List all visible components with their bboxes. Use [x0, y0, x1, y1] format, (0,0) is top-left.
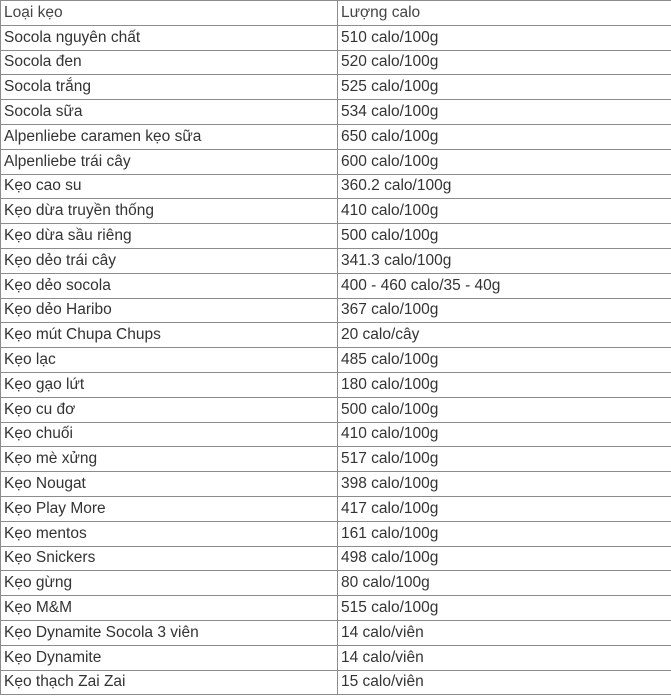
- candy-name-cell: Kẹo lạc: [1, 348, 338, 373]
- calorie-value-cell: 410 calo/100g: [338, 422, 671, 447]
- table-row: [1, 323, 671, 348]
- candy-name-cell: Kẹo mentos: [1, 521, 338, 546]
- table-row: [1, 397, 671, 422]
- calorie-value-cell: 498 calo/100g: [338, 546, 671, 571]
- calorie-value-cell: 20 calo/cây: [338, 323, 671, 348]
- calorie-value-cell: 398 calo/100g: [338, 472, 671, 497]
- table-row: [1, 372, 671, 397]
- candy-name-cell: Kẹo dừa truyền thống: [1, 199, 338, 224]
- header-row: [1, 1, 671, 26]
- calorie-value-cell: 417 calo/100g: [338, 496, 671, 521]
- table-row: [1, 670, 671, 695]
- table-row: [1, 124, 671, 149]
- candy-name-cell: Socola sữa: [1, 100, 338, 125]
- table-row: [1, 422, 671, 447]
- table-row: [1, 25, 671, 50]
- candy-name-cell: Kẹo dẻo trái cây: [1, 248, 338, 273]
- table-header: [1, 1, 671, 26]
- table-row: [1, 496, 671, 521]
- calorie-value-cell: 650 calo/100g: [338, 124, 671, 149]
- calorie-value-cell: 410 calo/100g: [338, 199, 671, 224]
- table-row: [1, 50, 671, 75]
- candy-name-cell: Kẹo Play More: [1, 496, 338, 521]
- table-row: [1, 571, 671, 596]
- calorie-value-cell: 500 calo/100g: [338, 397, 671, 422]
- calorie-value-cell: 400 - 460 calo/35 - 40g: [338, 273, 671, 298]
- calorie-value-cell: 14 calo/viên: [338, 645, 671, 670]
- calorie-value-cell: 525 calo/100g: [338, 75, 671, 100]
- table-row: [1, 645, 671, 670]
- table-row: [1, 472, 671, 497]
- candy-name-cell: Kẹo Nougat: [1, 472, 338, 497]
- candy-name-cell: Kẹo chuối: [1, 422, 338, 447]
- candy-name-cell: Alpenliebe trái cây: [1, 149, 338, 174]
- calorie-value-cell: 534 calo/100g: [338, 100, 671, 125]
- candy-name-cell: Socola trắng: [1, 75, 338, 100]
- table-row: [1, 348, 671, 373]
- calorie-value-cell: 80 calo/100g: [338, 571, 671, 596]
- calorie-value-cell: 180 calo/100g: [338, 372, 671, 397]
- table-row: [1, 521, 671, 546]
- candy-name-cell: Kẹo Dynamite Socola 3 viên: [1, 620, 338, 645]
- candy-name-cell: Kẹo mè xửng: [1, 447, 338, 472]
- table-row: [1, 248, 671, 273]
- calorie-value-cell: 15 calo/viên: [338, 670, 671, 695]
- calorie-value-cell: 360.2 calo/100g: [338, 174, 671, 199]
- table-row: [1, 620, 671, 645]
- calorie-value-cell: 161 calo/100g: [338, 521, 671, 546]
- calorie-value-cell: 600 calo/100g: [338, 149, 671, 174]
- candy-name-cell: Kẹo M&M: [1, 596, 338, 621]
- candy-name-cell: Kẹo mút Chupa Chups: [1, 323, 338, 348]
- candy-name-cell: Kẹo thạch Zai Zai: [1, 670, 338, 695]
- candy-name-cell: Kẹo dẻo socola: [1, 273, 338, 298]
- candy-name-cell: Kẹo cao su: [1, 174, 338, 199]
- calorie-value-cell: 510 calo/100g: [338, 25, 671, 50]
- table-row: [1, 546, 671, 571]
- candy-name-cell: Alpenliebe caramen kẹo sữa: [1, 124, 338, 149]
- calorie-value-cell: 14 calo/viên: [338, 620, 671, 645]
- candy-name-cell: Kẹo Snickers: [1, 546, 338, 571]
- table-row: [1, 596, 671, 621]
- calorie-value-cell: 367 calo/100g: [338, 298, 671, 323]
- calorie-value-cell: 515 calo/100g: [338, 596, 671, 621]
- table-row: [1, 224, 671, 249]
- candy-name-cell: Kẹo gạo lứt: [1, 372, 338, 397]
- candy-name-cell: Kẹo gừng: [1, 571, 338, 596]
- header-candy-type: Loại kẹo: [1, 1, 338, 26]
- table-row: [1, 447, 671, 472]
- table-row: [1, 149, 671, 174]
- table-row: [1, 75, 671, 100]
- candy-name-cell: Kẹo cu đơ: [1, 397, 338, 422]
- table-row: [1, 273, 671, 298]
- candy-name-cell: Kẹo dẻo Haribo: [1, 298, 338, 323]
- calorie-value-cell: 520 calo/100g: [338, 50, 671, 75]
- calorie-value-cell: 341.3 calo/100g: [338, 248, 671, 273]
- candy-name-cell: Socola đen: [1, 50, 338, 75]
- calorie-value-cell: 500 calo/100g: [338, 224, 671, 249]
- table-body: [1, 25, 671, 695]
- table-row: [1, 174, 671, 199]
- calorie-value-cell: 485 calo/100g: [338, 348, 671, 373]
- table-row: [1, 298, 671, 323]
- table-row: [1, 100, 671, 125]
- candy-name-cell: Kẹo dừa sầu riêng: [1, 224, 338, 249]
- table-row: [1, 199, 671, 224]
- header-calories: Lượng calo: [338, 1, 671, 26]
- calorie-value-cell: 517 calo/100g: [338, 447, 671, 472]
- candy-name-cell: Kẹo Dynamite: [1, 645, 338, 670]
- candy-name-cell: Socola nguyên chất: [1, 25, 338, 50]
